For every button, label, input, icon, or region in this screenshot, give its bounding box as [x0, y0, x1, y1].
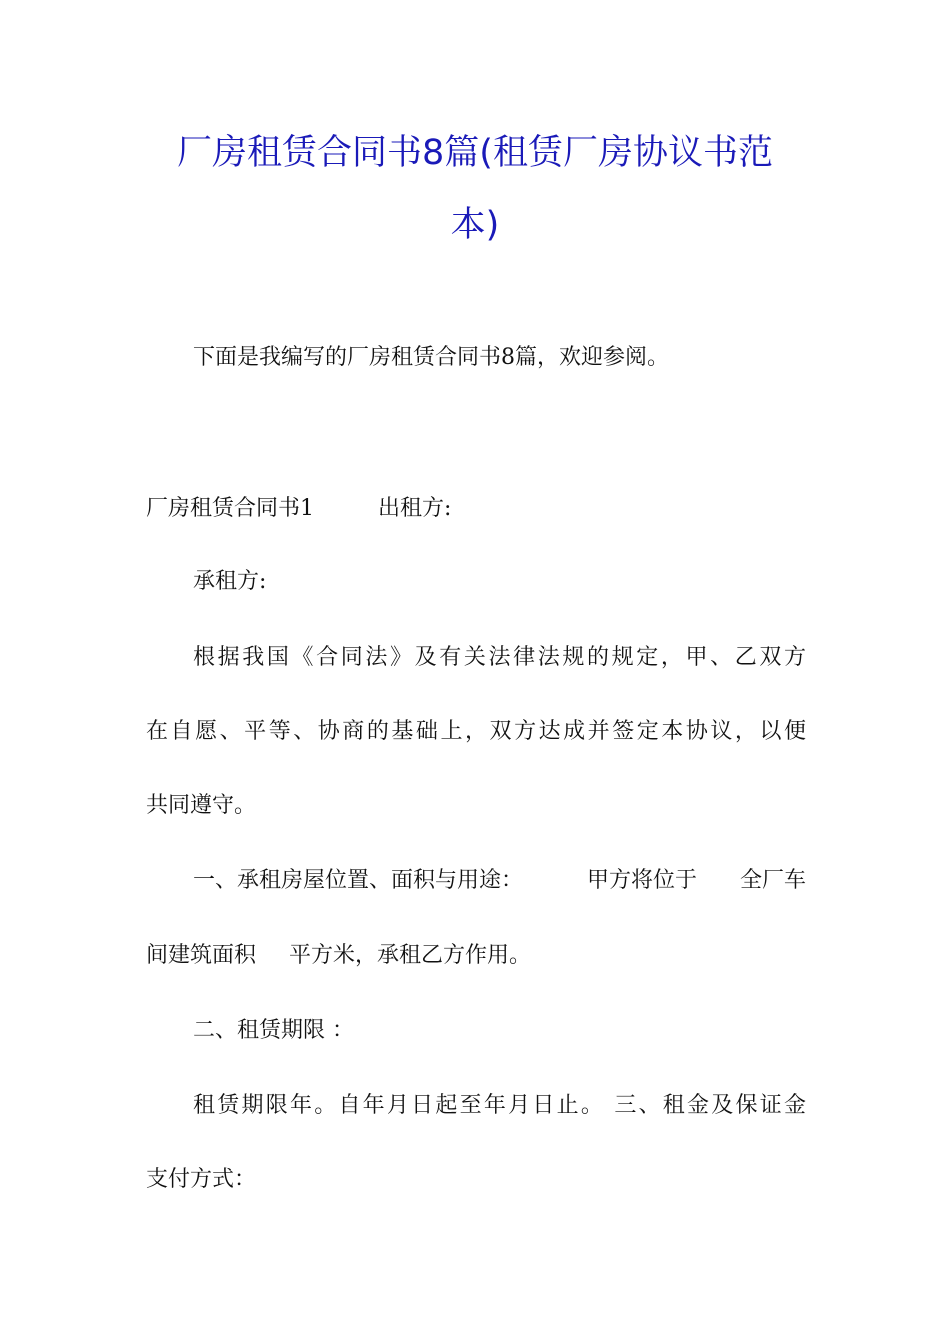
term-paragraph-line-1: 租赁期限年。自年月日起至年月日止。 三、租金及保证金 [193, 1093, 806, 1118]
section-heading-row [146, 494, 806, 524]
term-paragraph-line-2: 支付方式： [146, 1167, 257, 1192]
clause-1-heading: 一、承租房屋位置、面积与用途： [193, 868, 524, 893]
basis-paragraph-line-2: 在自愿、平等、协商的基础上，双方达成并签定本协议，以便 [146, 719, 806, 744]
document-title-line-2: 本) [450, 205, 500, 245]
intro-paragraph: 下面是我编写的厂房租赁合同书8篇，欢迎参阅。 [193, 345, 669, 370]
clause-1-area-unit: 平方米，承租乙方作用。 [289, 943, 532, 968]
section-heading: 厂房租赁合同书1 [146, 496, 314, 521]
lessor-label: 出租方: [378, 496, 452, 521]
clause-2-heading: 二、租赁期限 ： [193, 1018, 354, 1043]
clause-1-location-suffix: 全厂车 [739, 868, 806, 893]
document-title-line-1: 厂房租赁合同书8篇(租赁厂房协议书范 [177, 133, 773, 173]
lessee-label: 承租方: [193, 569, 267, 594]
clause-1-area-label: 间建筑面积 [146, 943, 257, 968]
basis-paragraph-line-3: 共同遵守。 [146, 793, 257, 818]
clause-1-location-prefix: 甲方将位于 [587, 868, 698, 893]
clause-1-row-2 [146, 941, 806, 971]
clause-1-row [193, 866, 806, 896]
basis-paragraph-line-1: 根据我国《合同法》及有关法律法规的规定，甲、乙双方 [193, 645, 806, 670]
